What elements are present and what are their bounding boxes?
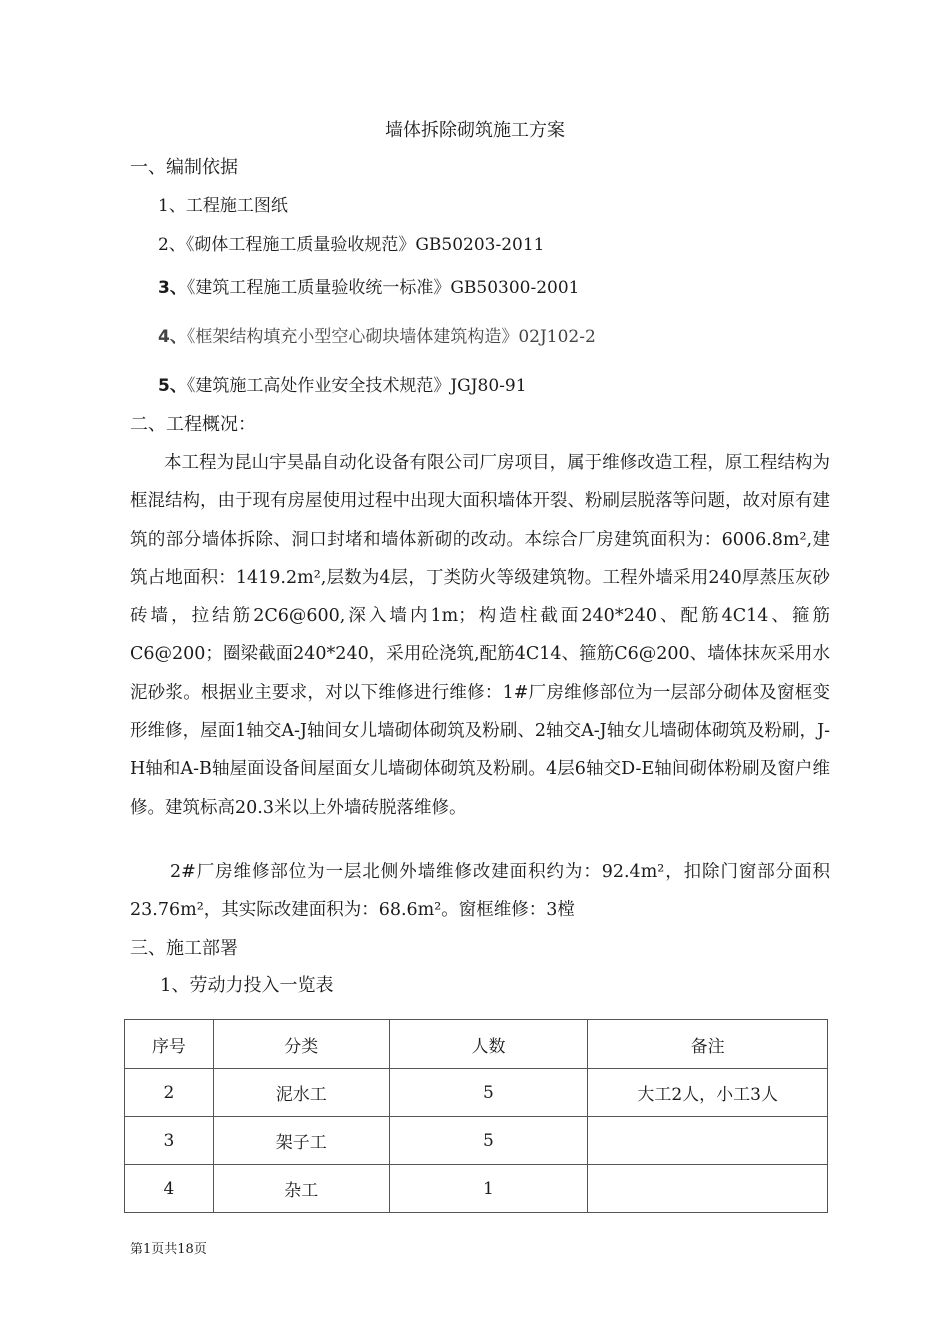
- header-cell-category: 分类: [213, 1020, 389, 1069]
- header-cell-count: 人数: [389, 1020, 588, 1069]
- reference-item-2: [158, 230, 545, 255]
- header-cell-notes: 备注: [588, 1020, 828, 1069]
- reference-item-1: [158, 191, 288, 216]
- reference-text: 《建筑工程施工质量验收统一标准》GB50300-2001: [186, 278, 580, 298]
- reference-number: 1、: [158, 196, 186, 216]
- reference-item-5: [158, 371, 527, 396]
- cell-count: 5: [389, 1117, 588, 1165]
- section-heading-overview: 二、工程概况：: [130, 414, 256, 435]
- cell-notes: 大工2人，小工3人: [588, 1069, 828, 1117]
- cell-index: 3: [125, 1117, 214, 1165]
- overview-paragraph-2: 2#厂房维修部位为一层北侧外墙维修改建面积约为：92.4m²，扣除门窗部分面积23.76m²，其实际改建面积为：68.6m²。窗框维修：3樘: [130, 862, 830, 921]
- reference-text: 《砌体工程施工质量验收规范》GB50203-2011: [185, 235, 545, 255]
- section-heading-deployment: 三、施工部署: [130, 938, 238, 959]
- reference-item-4: [158, 322, 596, 347]
- table-row: [125, 1069, 828, 1117]
- section-heading-basis: 一、编制依据: [130, 157, 238, 178]
- table-row: [125, 1165, 828, 1213]
- cell-index: 2: [125, 1069, 214, 1117]
- cell-category: 架子工: [213, 1117, 389, 1165]
- labor-table: [124, 1019, 828, 1213]
- reference-number: 2、: [158, 235, 186, 255]
- document-title: 墙体拆除砌筑施工方案: [385, 120, 565, 141]
- cell-index: 4: [125, 1165, 214, 1213]
- reference-item-3: [158, 273, 580, 298]
- reference-text: 《建筑施工高处作业安全技术规范》JGJ80-91: [186, 376, 527, 396]
- header-cell-index: 序号: [125, 1020, 214, 1069]
- table-row: [125, 1117, 828, 1165]
- reference-number: 3、: [158, 278, 187, 298]
- overview-paragraph-1: 本工程为昆山宇昊晶自动化设备有限公司厂房项目，属于维修改造工程，原工程结构为框混结构，由于现有房屋使用过程中出现大面积墙体开裂、粉刷层脱落等问题，故对原有建筑的部分墙体拆除、洞口封堵和墙体新砌的改动。本综合厂房建筑面积为：6006.8m²,建筑占地面积：1419.2m²,层数为4层，丁类防火等级建筑物。工程外墙采用240厚蒸压灰砂砖墙，拉结筋2C6@600,深入墙内1m；构造柱截面240*240、配筋4C14、箍筋C6@200；圈梁截面240*240，采用砼浇筑,配筋4C14、箍筋C6@200、墙体抹灰采用水泥砂浆。根据业主要求，对以下维修进行维修：1#厂房维修部位为一层部分砌体及窗框变形维修，屋面1轴交A-J轴间女儿墙砌体砌筑及粉刷、2轴交A-J轴女儿墙砌体砌筑及粉刷，J-H轴和A-B轴屋面设备间屋面女儿墙砌体砌筑及粉刷。4层6轴交D-E轴间砌体粉刷及窗户维修。建筑标高20.3米以上外墙砖脱落维修。: [130, 453, 830, 818]
- page-footer: 第1页共18页: [130, 1242, 207, 1257]
- labor-table-caption: 1、劳动力投入一览表: [160, 975, 334, 996]
- cell-category: 杂工: [213, 1165, 389, 1213]
- cell-notes: [588, 1117, 828, 1165]
- reference-number: 4、: [158, 327, 187, 347]
- cell-notes: [588, 1165, 828, 1213]
- cell-count: 1: [389, 1165, 588, 1213]
- table-header-row: [125, 1020, 828, 1069]
- reference-text: 工程施工图纸: [185, 196, 288, 216]
- reference-text: 《框架结构填充小型空心砌块墙体建筑构造》02J102-2: [186, 327, 596, 347]
- cell-count: 5: [389, 1069, 588, 1117]
- reference-number: 5、: [158, 376, 187, 396]
- cell-category: 泥水工: [213, 1069, 389, 1117]
